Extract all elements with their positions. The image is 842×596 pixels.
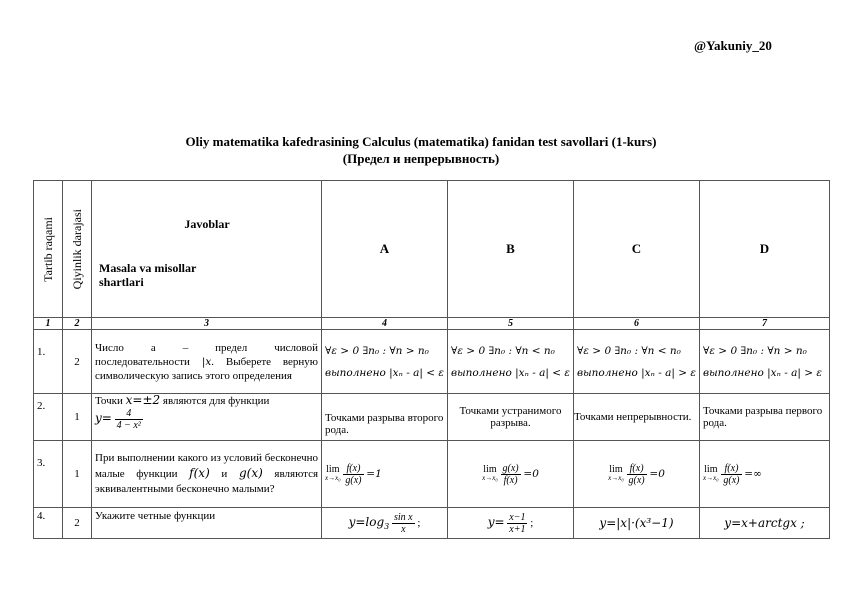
question-cell: Число a – предел числовой последовательности |x. Выберете верную символическую запись этого определения <box>92 330 322 394</box>
header-order-label: Tartib raqami <box>41 216 55 282</box>
fraction-numerator: f(x) <box>721 463 741 475</box>
lim-text: lim <box>483 464 497 475</box>
col-num: 7 <box>700 318 830 330</box>
limit-fraction <box>501 463 521 486</box>
row-number: 1. <box>34 330 63 394</box>
limit-value: =∞ <box>744 467 762 480</box>
fraction-denominator: f(x) <box>503 474 518 486</box>
fraction-numerator: g(x) <box>502 462 519 474</box>
question-text: Число a – предел числовой последовательности <box>95 341 318 368</box>
fraction-numerator: 4 <box>115 408 143 420</box>
row-number: 3. <box>34 441 63 508</box>
limit-value: =0 <box>523 467 539 480</box>
answer-D: y=x+arctgx ; <box>700 508 830 539</box>
limit-fraction <box>627 463 647 486</box>
column-number-row <box>34 318 830 330</box>
header-A: A <box>322 181 448 318</box>
answer-B <box>448 441 574 508</box>
header-row <box>34 181 830 318</box>
header-B: B <box>448 181 574 318</box>
title-line-1: Oliy matematika kafedrasining Calculus (matematika) fanidan test savollari (1-kurs) <box>185 134 657 149</box>
answer-suffix: ; <box>530 516 534 529</box>
col-num: 1 <box>34 318 63 330</box>
answer-text: выполнено |xₙ - a| > ε <box>577 366 696 379</box>
answer-fraction <box>392 512 415 535</box>
answer-C <box>574 394 700 441</box>
question-text: При выполнении какого из условий бесконечно малые функции <box>95 452 318 480</box>
answer-lhs: y= <box>487 514 505 529</box>
row-level: 1 <box>63 394 92 441</box>
table-row <box>34 330 830 394</box>
answer-D <box>700 394 830 441</box>
document-title <box>0 133 842 167</box>
header-masala: Masala va misollar shartlari <box>99 261 197 289</box>
answer-text: ∀ε > 0 ∃n₀ : ∀n > n₀ <box>325 344 429 357</box>
answer-C <box>574 441 700 508</box>
col-num: 2 <box>63 318 92 330</box>
limit-symbol <box>608 465 624 483</box>
function-lhs: y= <box>95 411 112 426</box>
table-row <box>34 394 830 441</box>
log-base: 3 <box>384 521 390 531</box>
answer-D <box>700 330 830 394</box>
question-cell <box>92 394 322 441</box>
header-level-label: Qiyinlik darajasi <box>70 208 84 290</box>
row-number: 4. <box>34 508 63 539</box>
col-num: 3 <box>92 318 322 330</box>
answer-D <box>700 441 830 508</box>
col-num: 4 <box>322 318 448 330</box>
question-text: Выберете верную символическую запись этого определения <box>95 355 318 382</box>
header-C: C <box>574 181 700 318</box>
limit-value: =1 <box>366 467 382 480</box>
lim-text: lim <box>704 464 718 475</box>
answer-C: y=|x|·(x³−1) <box>574 508 700 539</box>
row-number: 2. <box>34 394 63 441</box>
answer-text: Точками непрерывности. <box>574 411 692 423</box>
question-math: x=±2 <box>125 393 161 407</box>
header-question <box>92 181 322 318</box>
answer-text: Точками разрыва первого рода. <box>703 405 823 429</box>
function-g: g(x) <box>238 466 263 480</box>
answer-text: ∀ε > 0 ∃n₀ : ∀n < n₀ <box>451 344 555 357</box>
header-level <box>63 181 92 318</box>
fraction-denominator: x+1 <box>509 523 526 535</box>
lim-text: lim <box>609 464 623 475</box>
test-table <box>33 180 830 539</box>
limit-symbol <box>703 465 719 483</box>
lim-subscript: x→x₀ <box>325 474 341 482</box>
sequence-notation: |x <box>201 355 212 368</box>
question-text: Точки <box>95 395 123 407</box>
function-fraction <box>115 408 143 431</box>
limit-fraction <box>343 463 363 486</box>
fraction-denominator: 4 − x² <box>116 420 141 431</box>
limit-value: =0 <box>649 467 665 480</box>
question-cell <box>92 441 322 508</box>
author-handle: @Yakuniy_20 <box>694 38 772 53</box>
answer-C <box>574 330 700 394</box>
answer-text: Точками разрыва второго рода. <box>325 412 444 436</box>
row-level: 1 <box>63 441 92 508</box>
answer-text: ∀ε > 0 ∃n₀ : ∀n > n₀ <box>703 344 807 357</box>
fraction-denominator: x <box>401 523 406 535</box>
answer-A <box>322 441 448 508</box>
table-row <box>34 508 830 539</box>
limit-symbol <box>482 465 498 483</box>
table-row <box>34 441 830 508</box>
question-text: являются эквивалентными бесконечно малыми? <box>95 468 319 495</box>
question-text: являются для функции <box>162 395 270 407</box>
fraction-numerator: sin x <box>394 511 413 523</box>
limit-fraction <box>721 463 741 486</box>
answer-A <box>322 508 448 539</box>
lim-subscript: x→x₀ <box>482 474 498 482</box>
answer-B <box>448 330 574 394</box>
title-line-2: (Предел и непрерывность) <box>342 151 500 166</box>
answer-A <box>322 394 448 441</box>
answer-B <box>448 508 574 539</box>
answer-lhs: y=log <box>348 514 385 529</box>
answer-text: выполнено |xₙ - a| < ε <box>325 366 444 379</box>
answer-B <box>448 394 574 441</box>
fraction-denominator: g(x) <box>628 474 645 486</box>
limit-symbol <box>325 465 341 483</box>
fraction-numerator: f(x) <box>627 463 647 475</box>
lim-subscript: x→x₀ <box>608 474 624 482</box>
answer-text: Точками устранимого разрыва. <box>459 405 562 429</box>
function-f: f(x) <box>189 466 210 480</box>
lim-subscript: x→x₀ <box>703 474 719 482</box>
header-D: D <box>700 181 830 318</box>
lim-text: lim <box>326 464 340 475</box>
answer-text: выполнено |xₙ - a| < ε <box>451 366 570 379</box>
fraction-numerator: f(x) <box>343 463 363 475</box>
fraction-numerator: x−1 <box>509 511 526 523</box>
header-javoblar: Javoblar <box>184 217 230 231</box>
answer-A <box>322 330 448 394</box>
answer-fraction <box>507 512 527 535</box>
answer-suffix: ; <box>417 516 421 529</box>
header-order <box>34 181 63 318</box>
fraction-denominator: g(x) <box>345 474 362 486</box>
col-num: 5 <box>448 318 574 330</box>
answer-text: ∀ε > 0 ∃n₀ : ∀n < n₀ <box>577 344 681 357</box>
answer-text: выполнено |xₙ - a| > ε <box>703 366 822 379</box>
row-level: 2 <box>63 330 92 394</box>
question-text: и <box>221 468 228 480</box>
question-cell: Укажите четные функции <box>92 508 322 539</box>
fraction-denominator: g(x) <box>723 474 740 486</box>
col-num: 6 <box>574 318 700 330</box>
row-level: 2 <box>63 508 92 539</box>
